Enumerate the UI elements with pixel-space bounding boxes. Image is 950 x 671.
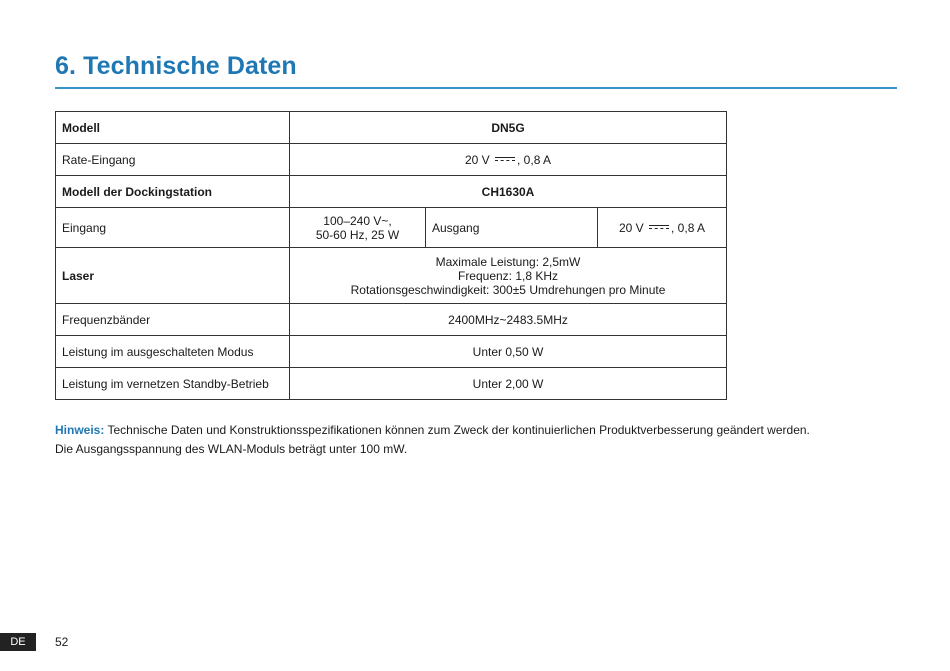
model-label: Modell xyxy=(56,112,290,144)
spec-table xyxy=(55,111,727,400)
input-value-line: 100–240 V~, xyxy=(323,213,392,228)
power-off-label: Leistung im ausgeschalteten Modus xyxy=(56,336,290,368)
table-row xyxy=(56,144,727,176)
rate-input-voltage: 20 V xyxy=(464,152,490,167)
laser-value xyxy=(290,248,727,304)
laser-label: Laser xyxy=(56,248,290,304)
laser-line: Rotationsgeschwindigkeit: 300±5 Umdrehungen pro Minute xyxy=(350,282,666,297)
rate-input-current: , 0,8 A xyxy=(517,152,552,167)
dock-model-label: Modell der Dockingstation xyxy=(56,176,290,208)
output-label: Ausgang xyxy=(426,208,598,248)
table-row xyxy=(56,304,727,336)
bands-label: Frequenzbänder xyxy=(56,304,290,336)
direct-current-icon xyxy=(649,225,669,230)
note-line: Die Ausgangsspannung des WLAN-Moduls beträgt unter 100 mW. xyxy=(55,442,408,456)
output-current: , 0,8 A xyxy=(671,220,706,235)
rate-input-value xyxy=(290,144,727,176)
bands-value: 2400MHz~2483.5MHz xyxy=(290,304,727,336)
table-row xyxy=(56,368,727,400)
note-text: Technische Daten und Konstruktionsspezifikationen können zum Zweck der kontinuierlichen Produktverbesserung geändert werden. xyxy=(107,423,810,437)
standby-label: Leistung im vernetzen Standby-Betrieb xyxy=(56,368,290,400)
page-number: 52 xyxy=(55,635,69,649)
hint-label: Hinweis: xyxy=(55,423,105,437)
laser-line: Frequenz: 1,8 KHz xyxy=(457,268,559,283)
input-value xyxy=(290,208,426,248)
table-row xyxy=(56,336,727,368)
power-off-value: Unter 0,50 W xyxy=(290,336,727,368)
input-label: Eingang xyxy=(56,208,290,248)
model-value: DN5G xyxy=(290,112,727,144)
rate-input-label: Rate-Eingang xyxy=(56,144,290,176)
laser-line: Maximale Leistung: 2,5mW xyxy=(435,254,581,269)
table-row xyxy=(56,176,727,208)
page-title: 6. Technische Daten xyxy=(55,52,297,80)
table-row xyxy=(56,112,727,144)
input-value-line: 50-60 Hz, 25 W xyxy=(315,227,400,242)
table-row xyxy=(56,208,727,248)
note-line xyxy=(55,421,810,440)
direct-current-icon xyxy=(495,157,515,162)
note xyxy=(55,421,810,459)
dock-model-value: CH1630A xyxy=(290,176,727,208)
title-divider xyxy=(55,87,897,89)
standby-value: Unter 2,00 W xyxy=(290,368,727,400)
language-badge: DE xyxy=(0,633,36,651)
table-row xyxy=(56,248,727,304)
output-value xyxy=(598,208,727,248)
output-voltage: 20 V xyxy=(618,220,644,235)
